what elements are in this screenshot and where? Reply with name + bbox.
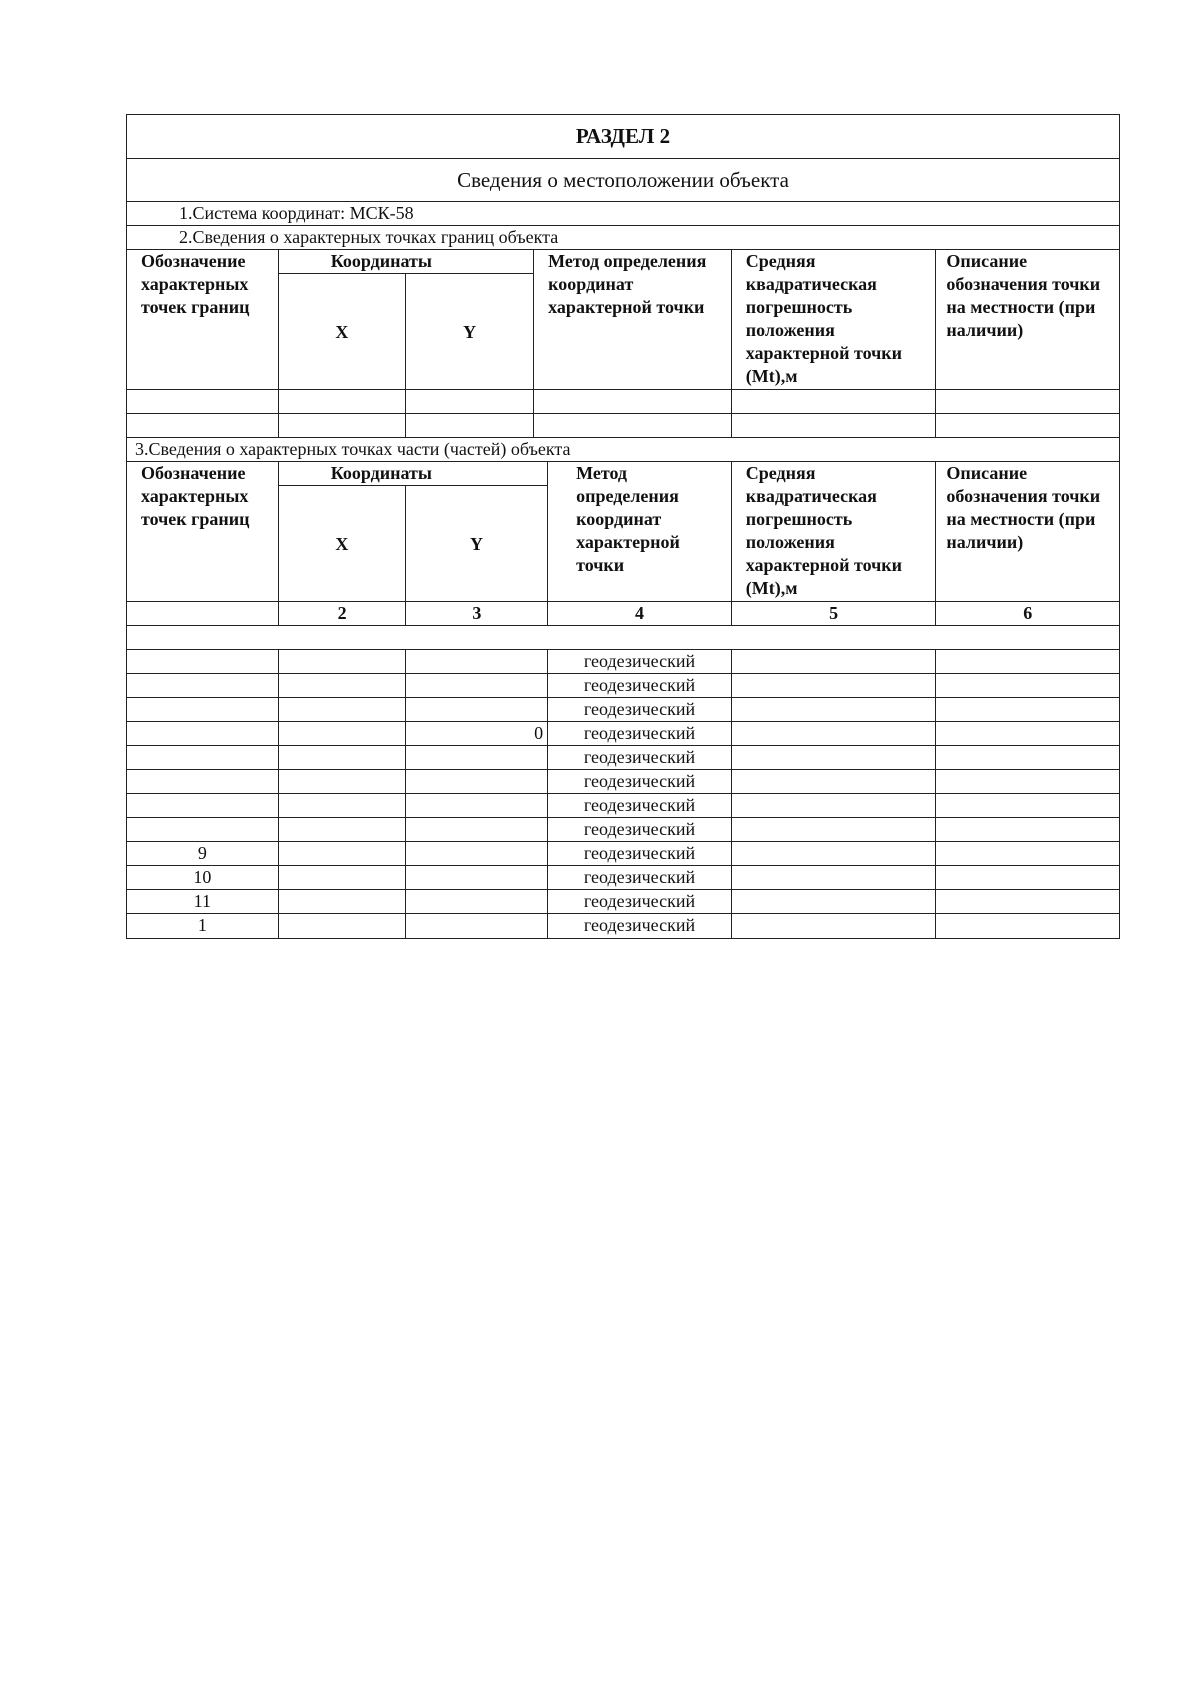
- description-cell: [936, 794, 1119, 817]
- error-cell: [732, 770, 937, 793]
- error-cell: [732, 914, 937, 938]
- header-error: Средняя квадратическая погрешность положения характерной точки (Mt),м: [732, 462, 937, 601]
- header-coordinates: [279, 462, 548, 601]
- error-cell: [732, 794, 937, 817]
- table-row: [127, 770, 1119, 794]
- table-row: [127, 746, 1119, 770]
- description-cell: [936, 842, 1119, 865]
- table-row: [127, 914, 1119, 938]
- description-cell: [936, 866, 1119, 889]
- y-cell: [406, 770, 548, 793]
- table-row: [127, 698, 1119, 722]
- table-row: [127, 674, 1119, 698]
- table-row: [127, 866, 1119, 890]
- description-cell: [936, 674, 1119, 697]
- section-title: РАЗДЕЛ 2: [127, 115, 1119, 159]
- table-row: [127, 842, 1119, 866]
- y-cell: [406, 674, 548, 697]
- error-cell: [732, 650, 937, 673]
- point-cell: [127, 818, 279, 841]
- x-cell: [279, 914, 407, 938]
- header-x: X: [279, 274, 406, 389]
- x-cell: [279, 866, 407, 889]
- y-cell: [406, 914, 548, 938]
- error-cell: [732, 698, 937, 721]
- method-cell: геодезический: [548, 914, 732, 938]
- method-cell: геодезический: [548, 890, 732, 913]
- method-cell: геодезический: [548, 866, 732, 889]
- header-y: Y: [470, 533, 484, 554]
- header-description: Описание обозначения точки на местности (при наличии): [946, 463, 1101, 552]
- error-cell: [732, 818, 937, 841]
- method-cell: геодезический: [548, 650, 732, 673]
- error-cell: [732, 674, 937, 697]
- description-cell: [936, 722, 1119, 745]
- part3-title: 3.Сведения о характерных точках части (частей) объекта: [127, 438, 1119, 462]
- y-cell: [406, 650, 548, 673]
- y-cell: [406, 842, 548, 865]
- description-cell: [936, 746, 1119, 769]
- header-method: Метод определения координат характерной точки: [548, 462, 732, 601]
- coord-system: 1.Система координат: МСК-58: [127, 202, 1119, 226]
- header-coordinates-label: Координаты: [279, 250, 533, 274]
- header-x: X: [279, 486, 406, 601]
- y-cell: [406, 890, 548, 913]
- description-cell: [936, 818, 1119, 841]
- data-rows: [127, 650, 1119, 938]
- column-numbers-row: [127, 602, 1119, 626]
- x-cell: [279, 650, 407, 673]
- column-number: 5: [732, 602, 937, 625]
- x-cell: [279, 674, 407, 697]
- point-cell: 1: [127, 914, 279, 938]
- method-cell: геодезический: [548, 794, 732, 817]
- y-cell: [406, 794, 548, 817]
- error-cell: [732, 746, 937, 769]
- error-cell: [732, 890, 937, 913]
- column-number: 4: [548, 602, 732, 625]
- x-cell: [279, 722, 407, 745]
- point-cell: 9: [127, 842, 279, 865]
- x-cell: [279, 698, 407, 721]
- point-cell: [127, 650, 279, 673]
- y-cell: [406, 746, 548, 769]
- x-cell: [279, 842, 407, 865]
- description-cell: [936, 770, 1119, 793]
- header-point-designation: Обозначение характерных точек границ: [127, 250, 279, 389]
- point-cell: [127, 746, 279, 769]
- description-cell: [936, 650, 1119, 673]
- part2-empty-row-1: [127, 390, 1119, 414]
- point-cell: 11: [127, 890, 279, 913]
- table-row: [127, 818, 1119, 842]
- x-cell: [279, 770, 407, 793]
- method-cell: геодезический: [548, 818, 732, 841]
- column-number: 6: [1023, 603, 1033, 623]
- description-cell: [936, 890, 1119, 913]
- method-cell: геодезический: [548, 770, 732, 793]
- description-cell: [936, 698, 1119, 721]
- error-cell: [732, 842, 937, 865]
- header-error: Средняя квадратическая погрешность положения характерной точки (Mt),м: [732, 250, 937, 389]
- column-number: 2: [279, 602, 407, 625]
- x-cell: [279, 818, 407, 841]
- part3-header: [127, 462, 1119, 602]
- y-cell: 0: [406, 722, 548, 745]
- part3-empty-row: [127, 626, 1119, 650]
- method-cell: геодезический: [548, 674, 732, 697]
- table-row: [127, 794, 1119, 818]
- x-cell: [279, 794, 407, 817]
- y-cell: [406, 818, 548, 841]
- method-cell: геодезический: [548, 842, 732, 865]
- method-cell: геодезический: [548, 722, 732, 745]
- y-cell: [406, 866, 548, 889]
- column-number: 3: [406, 602, 548, 625]
- part2-title: 2.Сведения о характерных точках границ объекта: [127, 226, 1119, 250]
- point-cell: [127, 770, 279, 793]
- part2-empty-row-2: [127, 414, 1119, 438]
- table-row: [127, 650, 1119, 674]
- header-method: Метод определения координат характерной точки: [534, 250, 732, 389]
- point-cell: [127, 698, 279, 721]
- section-subtitle: Сведения о местоположении объекта: [127, 159, 1119, 202]
- point-cell: 10: [127, 866, 279, 889]
- part2-header: [127, 250, 1119, 390]
- document-table: [126, 114, 1120, 939]
- header-description: Описание обозначения точки на местности (при наличии): [946, 251, 1101, 340]
- point-cell: [127, 674, 279, 697]
- header-coordinates-label: Координаты: [279, 462, 547, 486]
- x-cell: [279, 746, 407, 769]
- header-point-designation: Обозначение характерных точек границ: [127, 462, 279, 601]
- error-cell: [732, 722, 937, 745]
- point-cell: [127, 794, 279, 817]
- header-y: Y: [463, 321, 477, 342]
- y-cell: [406, 698, 548, 721]
- method-cell: геодезический: [548, 746, 732, 769]
- x-cell: [279, 890, 407, 913]
- description-cell: [936, 914, 1119, 938]
- table-row: [127, 722, 1119, 746]
- method-cell: геодезический: [548, 698, 732, 721]
- point-cell: [127, 722, 279, 745]
- table-row: [127, 890, 1119, 914]
- header-coordinates: [279, 250, 534, 389]
- error-cell: [732, 866, 937, 889]
